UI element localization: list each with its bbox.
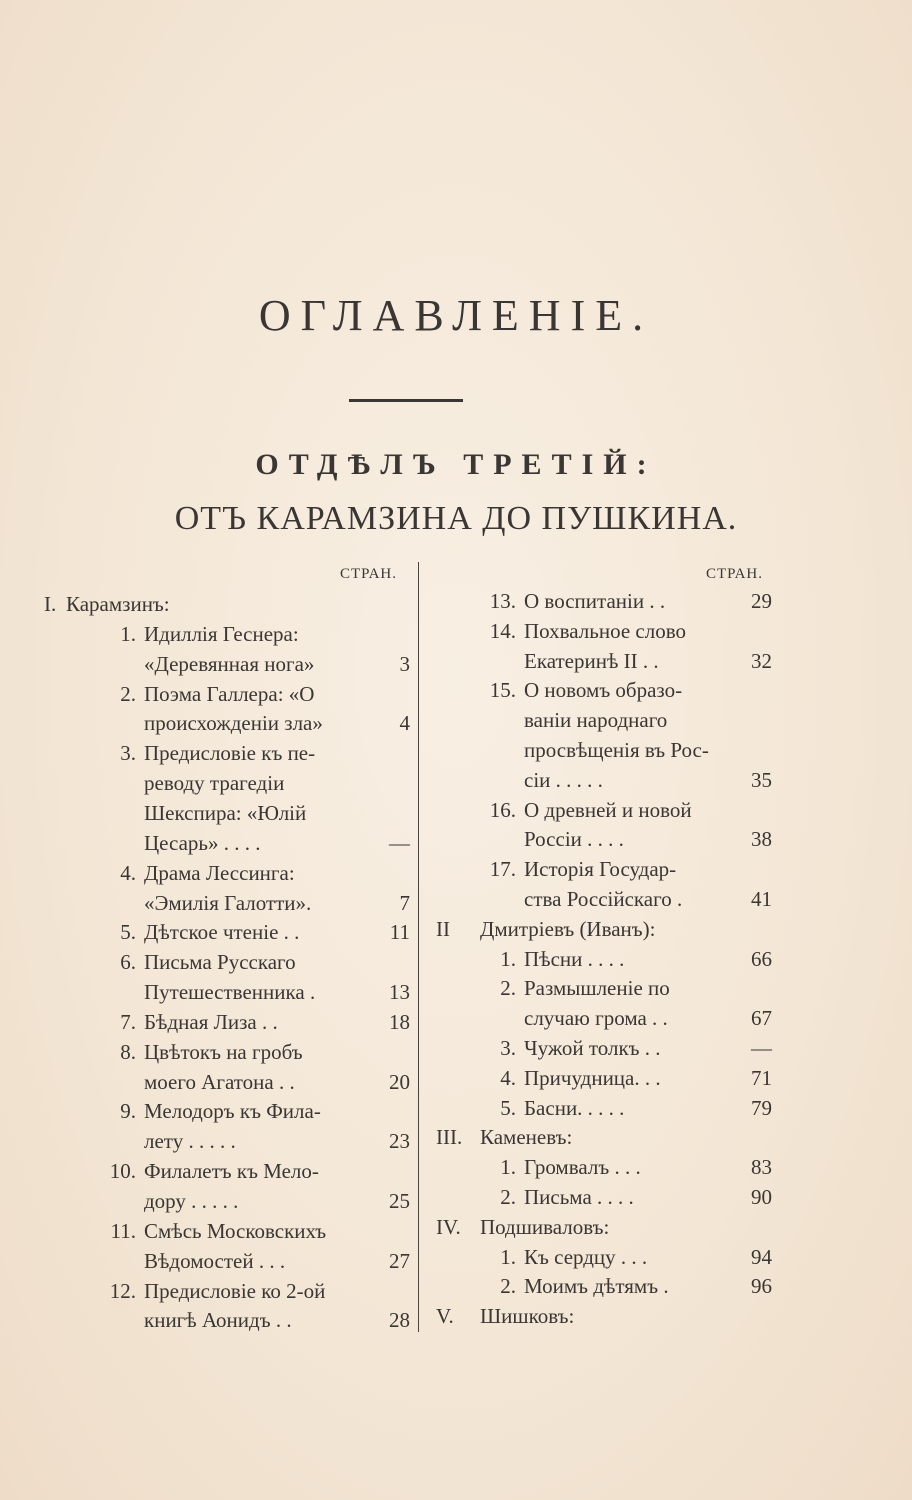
toc-entry-row: [44, 1127, 410, 1155]
toc-entry-title: Письма . . . .: [524, 1185, 634, 1209]
toc-section-row: [44, 590, 410, 618]
toc-page-number: 7: [399, 890, 410, 915]
toc-page-number: 18: [389, 1009, 410, 1034]
toc-page-number: 3: [399, 651, 410, 676]
section-title: ОТДѢЛЪ ТРЕТІЙ:: [255, 448, 657, 481]
toc-page-number: 13: [389, 980, 410, 1005]
toc-entry-row: [436, 1034, 772, 1062]
toc-page-number: 35: [751, 767, 772, 792]
toc-entry-row: [44, 1068, 410, 1096]
toc-entry-row: [44, 1277, 410, 1305]
toc-page-number: 25: [389, 1189, 410, 1213]
toc-entry-number: 17.: [489, 857, 516, 882]
toc-entry-title: Дѣтское чтеніе . .: [144, 920, 300, 945]
toc-entry-title: О древней и новой: [524, 797, 692, 822]
toc-entry-number: 2.: [500, 976, 516, 1001]
toc-entry-title: Идиллія Геснера:: [144, 621, 299, 646]
toc-entry-title: ваніи народнаго: [524, 708, 668, 733]
toc-entry-row: [44, 1157, 410, 1185]
toc-entry-title: Екатеринѣ II . .: [524, 648, 659, 673]
toc-entry-row: [44, 829, 410, 857]
toc-entry-row: [436, 885, 772, 913]
toc-page-number: 79: [751, 1095, 772, 1120]
toc-entry-title: лету . . . . .: [144, 1129, 236, 1154]
toc-entry-row: [44, 918, 410, 946]
toc-entry-row: [436, 587, 772, 615]
toc-entry-title: Предисловіе къ пе-: [144, 741, 316, 766]
toc-entry-number: 5.: [500, 1095, 516, 1120]
toc-page-number: 41: [751, 887, 772, 911]
toc-entry-title: О воспитаніи . .: [524, 589, 666, 613]
toc-entry-title: Письма Русскаго: [144, 950, 296, 975]
toc-section-author: Подшиваловъ:: [480, 1214, 610, 1239]
toc-entry-title: Размышленіе по: [524, 976, 670, 1001]
toc-section-row: [436, 1302, 772, 1330]
toc-page-number: 66: [751, 946, 772, 971]
toc-entry-number: 11.: [110, 1218, 136, 1243]
toc-page-number: 11: [389, 920, 410, 945]
toc-entry-title: Драма Лессинга:: [144, 860, 295, 885]
toc-entry-row: [436, 796, 772, 824]
toc-entry-number: 10.: [109, 1159, 136, 1184]
toc-entry-row: [436, 1064, 772, 1092]
toc-entry-row: [436, 1243, 772, 1271]
toc-entry-number: 1.: [120, 621, 136, 646]
toc-section-author: Шишковъ:: [480, 1304, 575, 1329]
toc-entry-title: случаю грома . .: [524, 1006, 668, 1031]
toc-page-number: 67: [751, 1006, 772, 1031]
toc-page-number: 29: [751, 589, 772, 613]
toc-entry-row: [44, 889, 410, 917]
toc-entry-title: Предисловіе ко 2-ой: [144, 1278, 326, 1303]
toc-entry-title: дору . . . . .: [144, 1189, 239, 1213]
toc-entry-row: [44, 1306, 410, 1334]
toc-entry-row: [44, 650, 410, 678]
toc-section-row: [436, 1123, 772, 1151]
toc-entry-title: ства Россійскаго .: [524, 887, 683, 911]
toc-entry-row: [44, 769, 410, 797]
toc-entry-row: [436, 825, 772, 853]
toc-section-numeral: IV.: [436, 1214, 461, 1239]
toc-entry-number: 7.: [120, 1009, 136, 1034]
toc-entry-title: Смѣсь Московскихъ: [144, 1218, 327, 1243]
toc-entry-row: [436, 647, 772, 675]
toc-entry-number: 4.: [120, 860, 136, 885]
toc-entry-row: [44, 1008, 410, 1036]
toc-entry-title: Путешественника .: [144, 980, 316, 1005]
toc-entry-title: моего Агатона . .: [144, 1069, 295, 1094]
toc-entry-row: [436, 617, 772, 645]
toc-entry-row: [44, 948, 410, 976]
toc-page-number: 71: [751, 1065, 772, 1090]
toc-entry-number: 3.: [500, 1036, 516, 1060]
toc-entry-title: Бѣдная Лиза . .: [144, 1009, 278, 1034]
toc-entry-title: Исторія Государ-: [524, 857, 677, 882]
toc-entry-title: «Эмилія Галотти».: [144, 890, 312, 915]
toc-entry-row: [44, 620, 410, 648]
toc-entry-number: 1.: [500, 1155, 516, 1180]
toc-entry-row: [436, 945, 772, 973]
toc-entry-number: 2.: [500, 1185, 516, 1209]
toc-entry-row: [44, 739, 410, 767]
toc-section-numeral: III.: [436, 1125, 463, 1150]
toc-entry-row: [44, 1097, 410, 1125]
toc-entry-title: сіи . . . . .: [524, 767, 603, 792]
toc-entry-row: [44, 1217, 410, 1245]
toc-entry-title: Поэма Галлера: «О: [144, 681, 315, 706]
toc-entry-title: Чужой толкъ . .: [524, 1036, 661, 1060]
toc-entry-row: [44, 1187, 410, 1215]
toc-entry-number: 1.: [500, 946, 516, 971]
toc-entry-number: 5.: [120, 920, 136, 945]
toc-section-author: Карамзинъ:: [66, 592, 170, 616]
toc-entry-number: 3.: [120, 741, 136, 766]
toc-section-author: Каменевъ:: [480, 1125, 573, 1150]
toc-entry-title: Россіи . . . .: [524, 827, 624, 852]
toc-entry-number: 14.: [489, 618, 516, 643]
toc-section-numeral: II: [436, 916, 450, 941]
toc-entry-title: Моимъ дѣтямъ .: [524, 1274, 669, 1299]
toc-entry-number: 13.: [489, 589, 516, 613]
toc-entry-row: [436, 706, 772, 734]
toc-page-number: 38: [751, 827, 772, 852]
toc-entry-number: 9.: [120, 1099, 136, 1124]
toc-page-number: 96: [751, 1274, 772, 1299]
toc-entry-row: [436, 1272, 772, 1300]
toc-entry-title: Шекспира: «Юлій: [144, 800, 307, 825]
toc-entry-row: [44, 978, 410, 1006]
toc-section-numeral: I.: [44, 592, 57, 616]
toc-entry-title: Филалетъ къ Мело-: [144, 1159, 319, 1184]
toc-page-number: 20: [389, 1069, 410, 1094]
toc-entry-number: 2.: [500, 1274, 516, 1299]
toc-entry-title: Мелодоръ къ Фила-: [144, 1099, 321, 1124]
toc-entry-row: [436, 736, 772, 764]
toc-entry-title: Похвальное слово: [524, 618, 686, 643]
toc-entry-title: Цесарь» . . . .: [144, 830, 261, 855]
toc-entry-row: [44, 799, 410, 827]
toc-page-number: 28: [389, 1308, 410, 1333]
toc-entry-row: [44, 859, 410, 887]
toc-entry-row: [436, 974, 772, 1002]
toc-entry-row: [436, 1183, 772, 1211]
toc-entry-row: [436, 676, 772, 704]
toc-entry-title: Причудница. . .: [524, 1065, 661, 1090]
toc-entry-row: [436, 1153, 772, 1181]
toc-entry-title: Цвѣтокъ на гробъ: [144, 1039, 303, 1064]
toc-page-number: —: [751, 1036, 772, 1060]
toc-entry-row: [44, 680, 410, 708]
toc-entry-title: О новомъ образо-: [524, 678, 683, 703]
toc-entry-row: [436, 1004, 772, 1032]
toc-section-row: [436, 915, 772, 943]
toc-entry-row: [436, 766, 772, 794]
column-header-right: СТРАН.: [706, 566, 764, 582]
toc-entry-number: 8.: [120, 1039, 136, 1064]
toc-entry-title: просвѣщенія въ Рос-: [524, 738, 709, 762]
title-rule: [349, 399, 463, 402]
toc-section-author: Дмитріевъ (Иванъ):: [480, 916, 656, 941]
toc-entry-row: [436, 855, 772, 883]
toc-entry-row: [44, 709, 410, 737]
toc-page-number: 83: [751, 1155, 772, 1180]
page-title: ОГЛАВЛЕНІЕ.: [258, 291, 654, 340]
toc-entry-number: 16.: [489, 797, 516, 822]
toc-entry-title: происхожденіи зла»: [144, 711, 323, 736]
toc-page-number: 32: [751, 648, 772, 673]
toc-entry-row: [44, 1038, 410, 1066]
toc-entry-title: книгѣ Аонидъ . .: [144, 1308, 292, 1333]
toc-section-numeral: V.: [436, 1304, 454, 1329]
toc-page-number: —: [389, 830, 410, 855]
toc-page-number: 90: [751, 1185, 772, 1209]
toc-entry-number: 12.: [109, 1278, 136, 1303]
toc-section-row: [436, 1213, 772, 1241]
toc-page-number: 94: [751, 1244, 772, 1269]
toc-entry-title: Къ сердцу . . .: [524, 1244, 648, 1269]
toc-entry-number: 2.: [120, 681, 136, 706]
toc-entry-number: 4.: [500, 1065, 516, 1090]
toc-page-number: 4: [399, 711, 410, 736]
toc-entry-number: 1.: [500, 1244, 516, 1269]
toc-entry-title: Басни. . . . .: [524, 1095, 625, 1120]
toc-entry-title: «Деревянная нога»: [144, 651, 315, 676]
toc-entry-row: [44, 1247, 410, 1275]
column-divider: [418, 562, 419, 1332]
section-subtitle: ОТЪ КАРАМЗИНА ДО ПУШКИНА.: [174, 500, 738, 537]
toc-entry-title: Громвалъ . . .: [524, 1155, 641, 1180]
toc-entry-title: реводу трагедіи: [144, 771, 285, 796]
toc-entry-title: Пѣсни . . . .: [524, 946, 625, 971]
toc-entry-row: [436, 1094, 772, 1122]
column-header-left: СТРАН.: [340, 566, 398, 582]
toc-entry-number: 15.: [489, 678, 516, 703]
toc-page-number: 27: [389, 1248, 410, 1273]
toc-entry-number: 6.: [120, 950, 136, 975]
toc-page-number: 23: [389, 1129, 410, 1154]
toc-entry-title: Вѣдомостей . . .: [144, 1248, 286, 1273]
